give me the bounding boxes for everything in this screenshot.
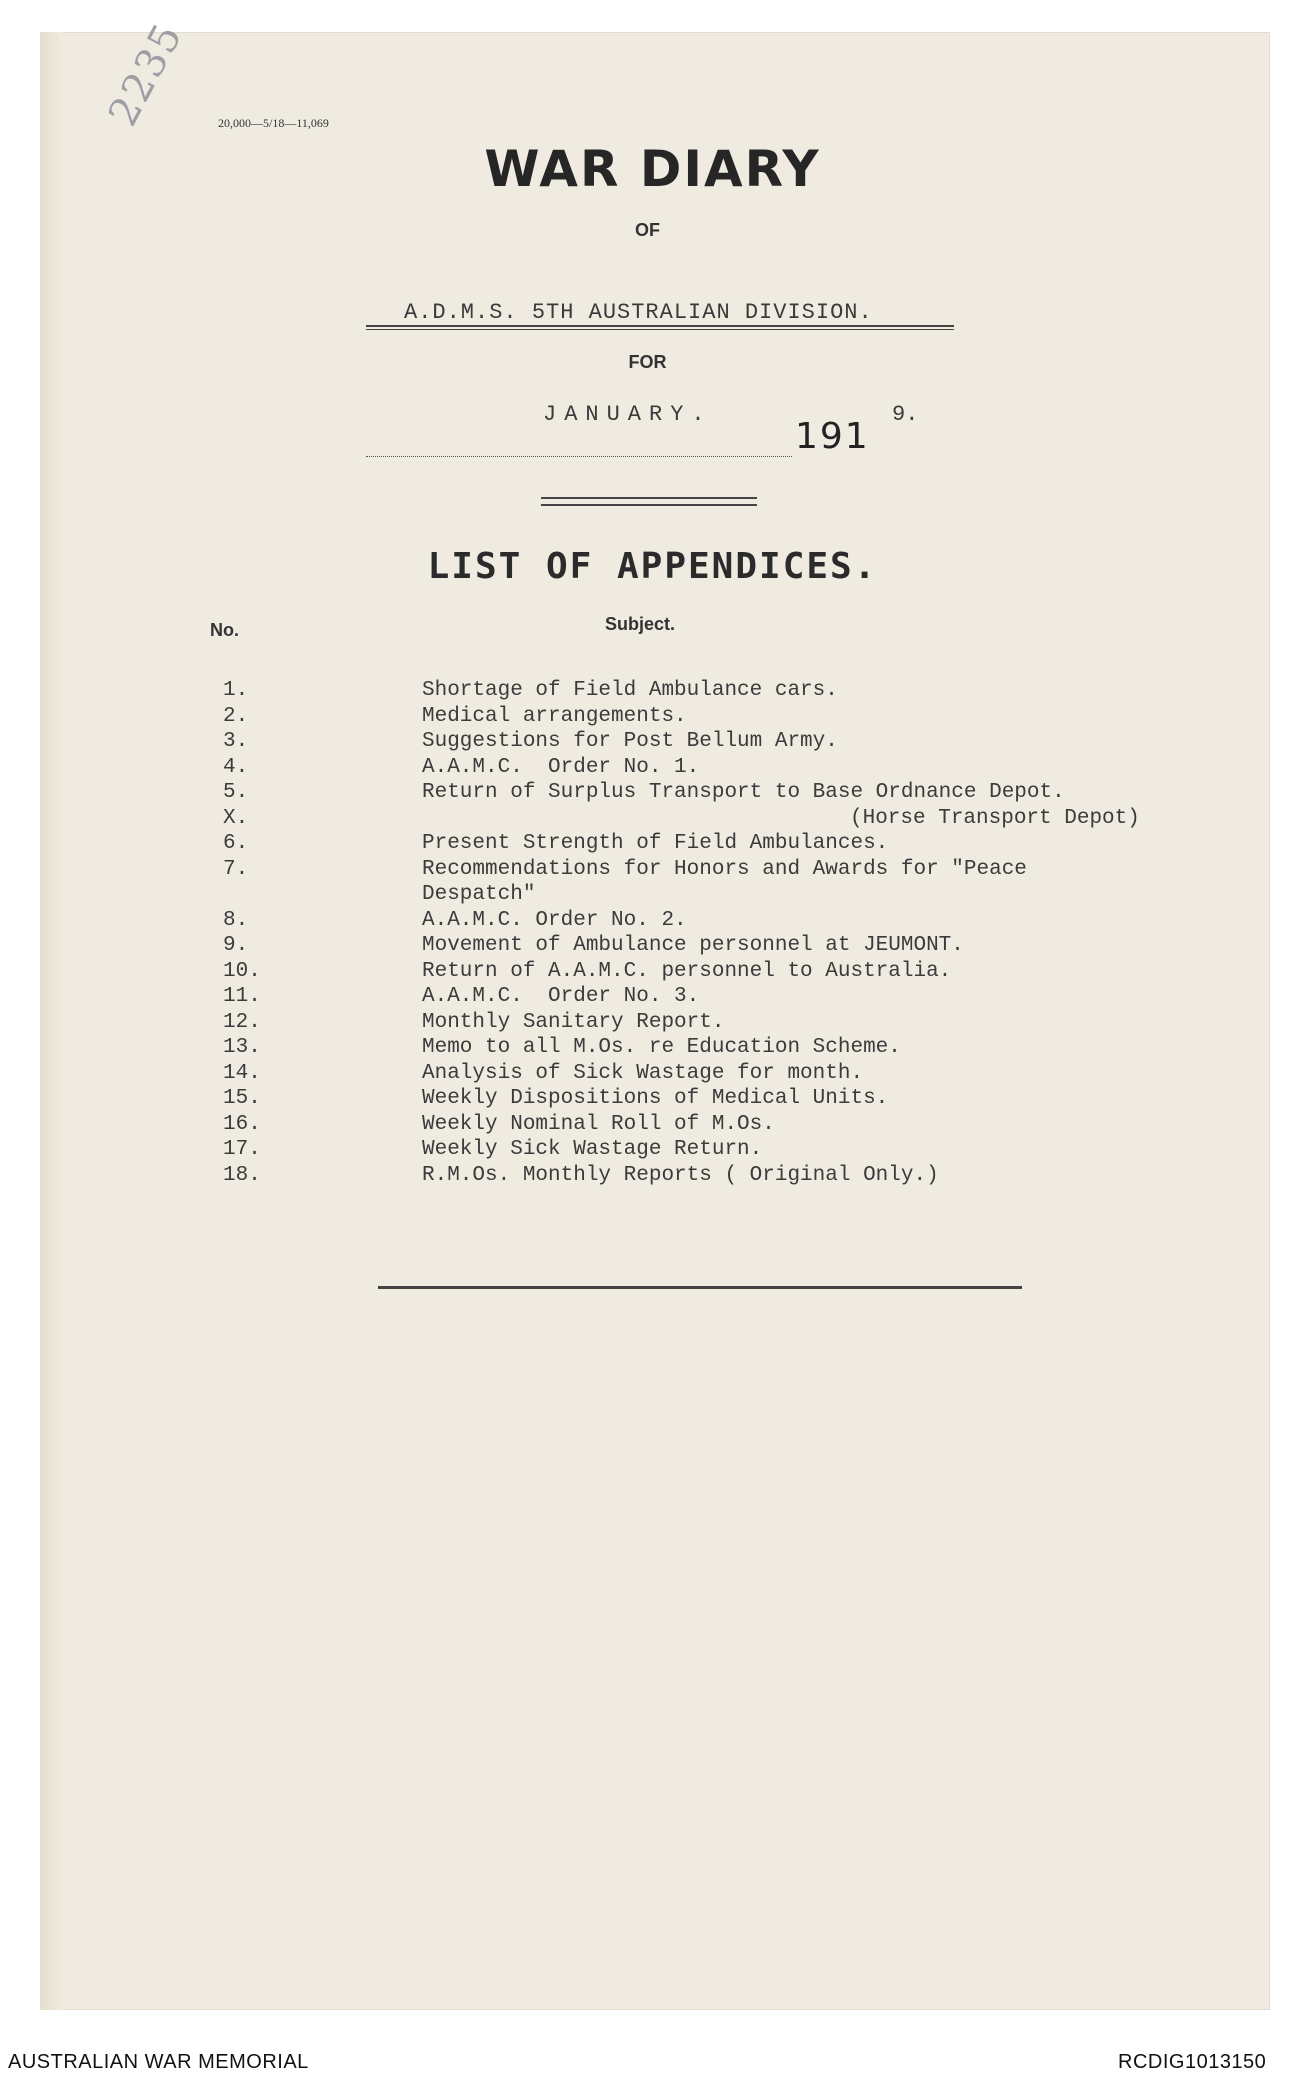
appendix-number: 13. xyxy=(223,1036,261,1059)
appendix-number: 5. xyxy=(223,781,249,804)
appendix-subject: Medical arrangements. xyxy=(422,704,687,728)
list-item xyxy=(0,1062,1305,1088)
list-item xyxy=(0,1011,1305,1037)
appendix-subject: Recommendations for Honors and Awards for "Peace xyxy=(422,857,1027,881)
unit-underline xyxy=(366,325,954,330)
double-rule xyxy=(541,497,757,506)
list-item xyxy=(0,1113,1305,1139)
appendix-number: 10. xyxy=(223,959,261,983)
appendix-subject: Weekly Dispositions of Medical Units. xyxy=(422,1087,889,1110)
appendix-subject: Movement of Ambulance personnel at JEUMONT. xyxy=(422,934,964,957)
footer-credit: AUSTRALIAN WAR MEMORIAL xyxy=(8,2051,309,2073)
appendix-number: 12. xyxy=(223,1010,261,1034)
list-item xyxy=(0,781,1305,807)
footer-id: RCDIG1013150 xyxy=(1118,2051,1267,2073)
appendix-subject: Weekly Nominal Roll of M.Os. xyxy=(422,1112,775,1136)
list-item xyxy=(0,1087,1305,1113)
column-header-subject: Subject. xyxy=(605,614,676,634)
handwritten-number: 2235 xyxy=(100,15,193,134)
appendix-number: 4. xyxy=(223,755,249,779)
list-item xyxy=(0,679,1305,705)
month: JANUARY. xyxy=(543,402,713,427)
year-prefix: 191 xyxy=(795,416,870,457)
list-item xyxy=(0,934,1305,960)
appendix-subject: Suggestions for Post Bellum Army. xyxy=(422,730,838,753)
for-label: FOR xyxy=(628,352,667,372)
appendix-list xyxy=(0,679,1305,1189)
appendix-number: 3. xyxy=(223,730,249,753)
list-item xyxy=(0,832,1305,858)
list-item xyxy=(0,705,1305,731)
list-item xyxy=(0,858,1305,884)
list-item xyxy=(0,1036,1305,1062)
appendix-subject: Shortage of Field Ambulance cars. xyxy=(422,679,838,702)
appendix-subject: R.M.Os. Monthly Reports ( Original Only.) xyxy=(422,1163,939,1187)
appendix-number: 9. xyxy=(223,934,249,957)
appendix-number: 7. xyxy=(223,857,249,881)
list-item xyxy=(0,985,1305,1011)
appendix-number: 14. xyxy=(223,1061,261,1085)
appendix-subject: Despatch" xyxy=(422,883,536,906)
appendix-subject: Return of A.A.M.C. personnel to Australia. xyxy=(422,959,952,983)
list-item xyxy=(0,960,1305,986)
end-rule xyxy=(378,1286,1022,1289)
list-item xyxy=(0,807,1305,833)
page-title: WAR DIARY xyxy=(484,140,821,198)
appendix-subject: Analysis of Sick Wastage for month. xyxy=(422,1061,864,1085)
appendix-number: 18. xyxy=(223,1163,261,1187)
appendix-number: 16. xyxy=(223,1112,261,1136)
appendix-subject: Weekly Sick Wastage Return. xyxy=(422,1138,763,1161)
list-item xyxy=(0,756,1305,782)
appendix-subject: Present Strength of Field Ambulances. xyxy=(422,832,889,855)
appendix-subject: Return of Surplus Transport to Base Ordnance Depot. xyxy=(422,781,1065,804)
appendix-number: 1. xyxy=(223,679,249,702)
appendix-number: 11. xyxy=(223,985,261,1008)
appendix-subject: A.A.M.C. Order No. 3. xyxy=(422,985,700,1008)
appendix-number: X. xyxy=(223,806,249,830)
of-label: OF xyxy=(635,220,660,240)
list-item xyxy=(0,909,1305,935)
unit-name: A.D.M.S. 5TH AUSTRALIAN DIVISION. xyxy=(404,300,873,325)
appendix-number: 15. xyxy=(223,1087,261,1110)
appendix-subject: Memo to all M.Os. re Education Scheme. xyxy=(422,1036,901,1059)
list-item xyxy=(0,730,1305,756)
appendix-subject: A.A.M.C. Order No. 2. xyxy=(422,908,687,932)
list-item xyxy=(0,1138,1305,1164)
appendix-subject: (Horse Transport Depot) xyxy=(850,806,1140,830)
date-underline xyxy=(366,456,792,457)
year-suffix: 9. xyxy=(892,402,919,427)
column-header-no: No. xyxy=(210,620,239,640)
list-item xyxy=(0,1164,1305,1190)
appendix-number: 2. xyxy=(223,704,249,728)
appendix-number: 8. xyxy=(223,908,249,932)
appendix-subject: A.A.M.C. Order No. 1. xyxy=(422,755,700,779)
print-code: 20,000—5/18—11,069 xyxy=(218,116,329,130)
appendix-number: 6. xyxy=(223,832,249,855)
appendix-number: 17. xyxy=(223,1138,261,1161)
list-item xyxy=(0,883,1305,909)
appendix-subject: Monthly Sanitary Report. xyxy=(422,1010,725,1034)
list-title: LIST OF APPENDICES. xyxy=(427,546,878,587)
